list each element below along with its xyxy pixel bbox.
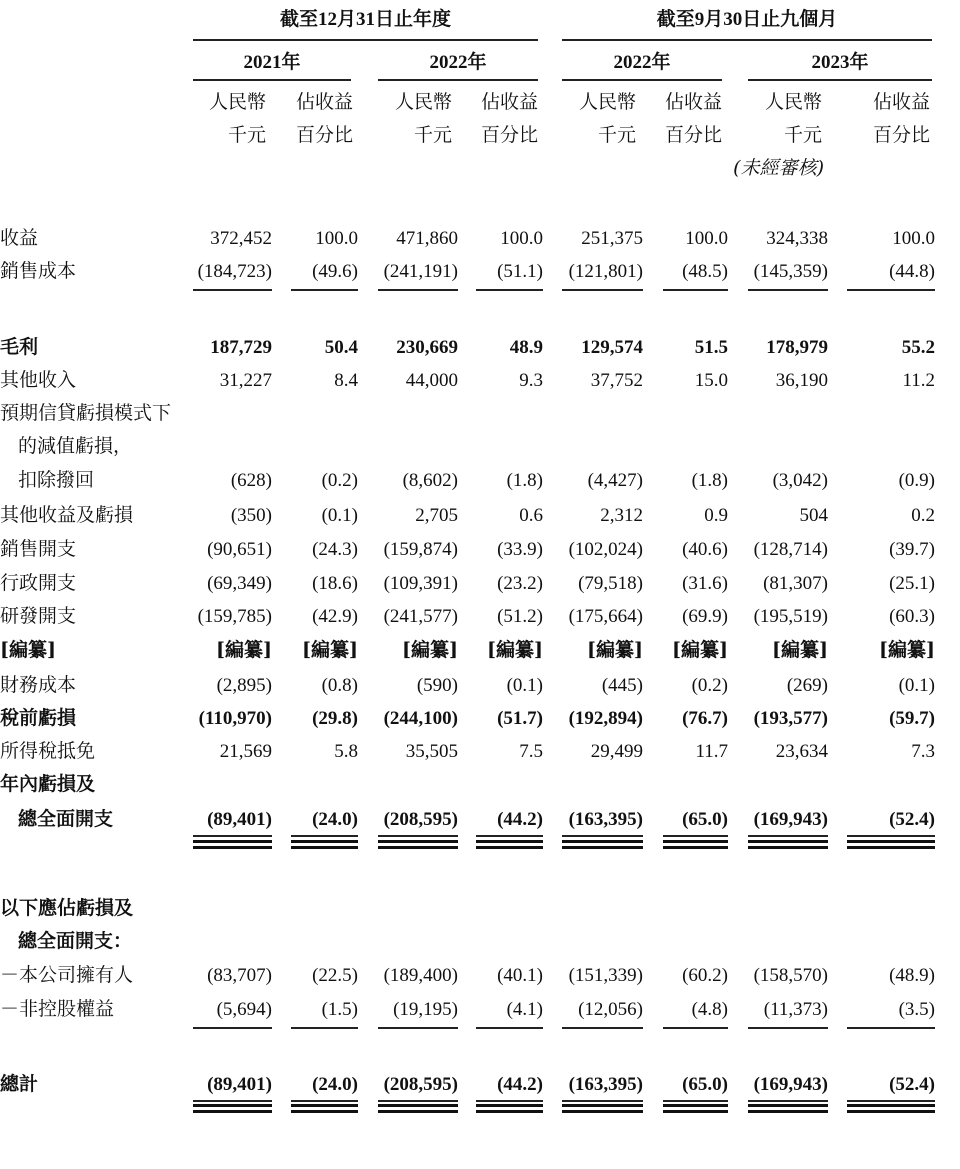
subtotal-rule: [562, 1100, 643, 1102]
table-cell: (195,519): [753, 606, 828, 627]
table-cell: (48.9): [889, 965, 935, 986]
table-cell: (4.8): [691, 999, 728, 1020]
table-cell: 7.3: [911, 741, 935, 762]
table-cell: 37,752: [590, 370, 643, 391]
table-cell: (89,401): [207, 809, 272, 830]
row-label: 所得稅抵免: [0, 740, 96, 762]
subtotal-rule: [847, 1027, 935, 1029]
year-rule: [748, 79, 932, 81]
subtotal-rule: [663, 1027, 728, 1029]
col-header-pct-revenue: 佔收益: [480, 91, 538, 113]
table-cell: (40.1): [497, 965, 543, 986]
col-header-pct-revenue: 佔收益: [872, 91, 930, 113]
table-cell: 35,505: [405, 741, 458, 762]
header-group-nine-months: 截至9月30日止九個月: [656, 9, 838, 30]
table-cell: (24.0): [312, 1074, 358, 1095]
header-rule: [562, 39, 932, 41]
year-2022-annual: 2022年: [429, 52, 487, 73]
table-cell: (208,595): [383, 1074, 458, 1095]
year-2023-interim: 2023年: [811, 52, 869, 73]
table-cell: (52.4): [889, 1074, 935, 1095]
subtotal-rule: [378, 289, 458, 291]
row-label: 稅前虧損: [0, 707, 77, 729]
table-cell: (60.3): [889, 606, 935, 627]
table-cell: (590): [416, 675, 458, 696]
table-cell: (208,595): [383, 809, 458, 830]
total-double-rule: [847, 840, 935, 849]
table-cell: (445): [601, 675, 643, 696]
table-cell: (59.7): [889, 708, 935, 729]
table-cell: 23,634: [775, 741, 828, 762]
total-double-rule: [476, 840, 543, 849]
col-header-pct-revenue: 佔收益: [664, 91, 722, 113]
table-cell: [編纂]: [487, 639, 543, 661]
table-cell: (8,602): [402, 470, 458, 491]
row-label: 年內虧損及: [0, 773, 96, 795]
col-header-rmb: 人民幣: [394, 91, 452, 113]
table-cell: (40.6): [682, 539, 728, 560]
subtotal-rule: [378, 835, 458, 837]
table-cell: 100.0: [500, 228, 543, 249]
table-cell: (109,391): [383, 573, 458, 594]
table-cell: (151,339): [568, 965, 643, 986]
row-label: 銷售成本: [0, 260, 77, 282]
table-cell: [編纂]: [216, 639, 272, 661]
subtotal-rule: [847, 289, 935, 291]
table-cell: (83,707): [207, 965, 272, 986]
table-cell: 21,569: [219, 741, 272, 762]
row-label: 毛利: [0, 336, 39, 358]
row-label: 其他收入: [0, 369, 77, 391]
row-label: 收益: [0, 227, 39, 249]
table-cell: 2,312: [600, 505, 643, 526]
table-cell: (159,874): [383, 539, 458, 560]
row-label: 行政開支: [0, 572, 77, 594]
total-double-rule: [193, 1104, 272, 1113]
table-cell: (193,577): [753, 708, 828, 729]
row-label: 研發開支: [0, 605, 77, 627]
table-cell: (0.1): [321, 505, 358, 526]
table-cell: 11.7: [695, 741, 728, 762]
table-cell: (110,970): [198, 708, 272, 729]
table-cell: 100.0: [892, 228, 935, 249]
table-cell: (4,427): [587, 470, 643, 491]
table-cell: (192,894): [568, 708, 643, 729]
table-cell: (51.2): [497, 606, 543, 627]
subtotal-rule: [193, 835, 272, 837]
year-2022-interim: 2022年: [613, 52, 671, 73]
subtotal-rule: [291, 835, 358, 837]
table-cell: (1.8): [691, 470, 728, 491]
subtotal-rule: [748, 835, 828, 837]
table-cell: (12,056): [578, 999, 643, 1020]
row-label: 其他收益及虧損: [0, 504, 134, 526]
table-cell: (269): [786, 675, 828, 696]
table-cell: (76.7): [682, 708, 728, 729]
table-cell: (51.7): [497, 708, 543, 729]
table-cell: (244,100): [383, 708, 458, 729]
subtotal-rule: [476, 1027, 543, 1029]
table-cell: (169,943): [753, 1074, 828, 1095]
subtotal-rule: [193, 1027, 272, 1029]
col-header-rmb: 人民幣: [578, 91, 636, 113]
table-cell: (25.1): [889, 573, 935, 594]
subtotal-rule: [476, 289, 543, 291]
table-cell: 178,979: [766, 337, 828, 358]
table-cell: 9.3: [519, 370, 543, 391]
table-cell: (29.8): [312, 708, 358, 729]
table-cell: 100.0: [315, 228, 358, 249]
table-cell: (52.4): [889, 809, 935, 830]
table-cell: (1.8): [506, 470, 543, 491]
table-cell: (49.6): [312, 261, 358, 282]
subtotal-rule: [663, 289, 728, 291]
table-cell: (42.9): [312, 606, 358, 627]
table-cell: 129,574: [581, 337, 643, 358]
total-double-rule: [291, 840, 358, 849]
table-cell: 29,499: [590, 741, 643, 762]
table-cell: (18.6): [312, 573, 358, 594]
subtotal-rule: [748, 289, 828, 291]
table-cell: (241,191): [383, 261, 458, 282]
table-cell: (81,307): [763, 573, 828, 594]
table-cell: (3,042): [772, 470, 828, 491]
table-cell: 230,669: [396, 337, 458, 358]
header-rule: [193, 39, 538, 41]
col-header-thousand: 千元: [413, 124, 452, 146]
table-cell: (241,577): [383, 606, 458, 627]
year-rule: [562, 79, 722, 81]
table-cell: (11,373): [763, 999, 828, 1020]
total-double-rule: [378, 1104, 458, 1113]
subtotal-rule: [562, 289, 643, 291]
table-cell: (23.2): [497, 573, 543, 594]
total-double-rule: [562, 840, 643, 849]
table-cell: 48.9: [509, 337, 543, 358]
subtotal-rule: [476, 1100, 543, 1102]
table-cell: (69.9): [682, 606, 728, 627]
table-cell: 44,000: [405, 370, 458, 391]
row-label: 財務成本: [0, 674, 77, 696]
total-double-rule: [847, 1104, 935, 1113]
table-cell: 504: [799, 505, 828, 526]
table-cell: (90,651): [207, 539, 272, 560]
total-double-rule: [476, 1104, 543, 1113]
table-cell: 2,705: [415, 505, 458, 526]
subtotal-rule: [193, 289, 272, 291]
total-double-rule: [748, 1104, 828, 1113]
table-cell: 0.9: [704, 505, 728, 526]
table-cell: (189,400): [383, 965, 458, 986]
table-cell: (65.0): [682, 1074, 728, 1095]
table-cell: 15.0: [694, 370, 728, 391]
subtotal-rule: [476, 835, 543, 837]
table-cell: (0.2): [691, 675, 728, 696]
subtotal-rule: [663, 1100, 728, 1102]
table-cell: (121,801): [568, 261, 643, 282]
col-header-percent: 百分比: [295, 124, 353, 146]
table-cell: (19,195): [393, 999, 458, 1020]
table-cell: [編纂]: [772, 639, 828, 661]
table-cell: (3.5): [898, 999, 935, 1020]
row-label: 總計: [0, 1073, 39, 1095]
table-cell: (69,349): [207, 573, 272, 594]
col-header-thousand: 千元: [227, 124, 266, 146]
table-cell: 11.2: [902, 370, 935, 391]
col-header-pct-revenue: 佔收益: [295, 91, 353, 113]
table-cell: 251,375: [581, 228, 643, 249]
total-double-rule: [663, 840, 728, 849]
table-cell: [編纂]: [402, 639, 458, 661]
table-cell: (0.8): [321, 675, 358, 696]
table-cell: (163,395): [568, 1074, 643, 1095]
col-header-rmb: 人民幣: [208, 91, 266, 113]
table-cell: [編纂]: [879, 639, 935, 661]
table-cell: (44.2): [497, 1074, 543, 1095]
table-cell: (350): [230, 505, 272, 526]
table-cell: (33.9): [497, 539, 543, 560]
table-cell: 7.5: [519, 741, 543, 762]
total-double-rule: [193, 840, 272, 849]
row-label: 總全面開支：: [18, 930, 133, 952]
table-cell: (163,395): [568, 809, 643, 830]
table-cell: (48.5): [682, 261, 728, 282]
table-cell: (159,785): [197, 606, 272, 627]
subtotal-rule: [291, 1027, 358, 1029]
table-cell: 5.8: [334, 741, 358, 762]
table-cell: [編纂]: [672, 639, 728, 661]
total-double-rule: [562, 1104, 643, 1113]
subtotal-rule: [378, 1027, 458, 1029]
row-label: －非控股權益: [0, 998, 115, 1020]
subtotal-rule: [378, 1100, 458, 1102]
table-cell: (44.2): [497, 809, 543, 830]
table-cell: 55.2: [901, 337, 935, 358]
total-double-rule: [663, 1104, 728, 1113]
table-cell: (169,943): [753, 809, 828, 830]
table-cell: 0.6: [519, 505, 543, 526]
subtotal-rule: [291, 289, 358, 291]
col-header-rmb: 人民幣: [764, 91, 822, 113]
subtotal-rule: [748, 1027, 828, 1029]
table-cell: 51.5: [694, 337, 728, 358]
table-cell: (128,714): [753, 539, 828, 560]
table-cell: (39.7): [889, 539, 935, 560]
table-cell: 0.2: [911, 505, 935, 526]
row-label: －本公司擁有人: [0, 964, 134, 986]
row-label: 扣除撥回: [18, 469, 95, 491]
table-cell: (44.8): [889, 261, 935, 282]
table-cell: (0.2): [321, 470, 358, 491]
table-cell: 471,860: [396, 228, 458, 249]
unaudited-note: (未經審核): [733, 157, 824, 179]
table-cell: (24.0): [312, 809, 358, 830]
col-header-thousand: 千元: [597, 124, 636, 146]
subtotal-rule: [291, 1100, 358, 1102]
header-group-year-end: 截至12月31日止年度: [279, 9, 451, 30]
table-cell: (24.3): [312, 539, 358, 560]
year-2021: 2021年: [243, 52, 301, 73]
table-cell: (0.9): [898, 470, 935, 491]
table-cell: 50.4: [324, 337, 358, 358]
table-cell: 36,190: [775, 370, 828, 391]
table-cell: (102,024): [568, 539, 643, 560]
year-rule: [378, 79, 538, 81]
table-cell: (60.2): [682, 965, 728, 986]
subtotal-rule: [663, 835, 728, 837]
table-cell: 187,729: [210, 337, 272, 358]
table-cell: (145,359): [753, 261, 828, 282]
table-cell: (0.1): [898, 675, 935, 696]
table-cell: (158,570): [753, 965, 828, 986]
row-label: 預期信貸虧損模式下: [0, 402, 172, 424]
table-cell: 324,338: [766, 228, 828, 249]
table-cell: (22.5): [312, 965, 358, 986]
table-cell: 372,452: [210, 228, 272, 249]
table-cell: (175,664): [568, 606, 643, 627]
table-cell: (51.1): [497, 261, 543, 282]
subtotal-rule: [847, 835, 935, 837]
row-label: 銷售開支: [0, 538, 77, 560]
table-cell: 31,227: [219, 370, 272, 391]
col-header-percent: 百分比: [480, 124, 538, 146]
subtotal-rule: [748, 1100, 828, 1102]
table-cell: (2,895): [216, 675, 272, 696]
total-double-rule: [291, 1104, 358, 1113]
table-cell: [編纂]: [302, 639, 358, 661]
table-cell: (79,518): [578, 573, 643, 594]
subtotal-rule: [193, 1100, 272, 1102]
year-rule: [193, 79, 351, 81]
table-cell: (4.1): [506, 999, 543, 1020]
total-double-rule: [748, 840, 828, 849]
row-label: 以下應佔虧損及: [0, 897, 134, 919]
table-cell: (628): [230, 470, 272, 491]
table-cell: (184,723): [197, 261, 272, 282]
subtotal-rule: [562, 1027, 643, 1029]
table-cell: (0.1): [506, 675, 543, 696]
table-cell: 100.0: [685, 228, 728, 249]
subtotal-rule: [562, 835, 643, 837]
col-header-percent: 百分比: [664, 124, 722, 146]
row-label: 的減值虧損，: [18, 435, 133, 457]
table-cell: [編纂]: [587, 639, 643, 661]
subtotal-rule: [847, 1100, 935, 1102]
table-cell: (5,694): [216, 999, 272, 1020]
table-cell: (65.0): [682, 809, 728, 830]
table-cell: (89,401): [207, 1074, 272, 1095]
table-cell: (1.5): [321, 999, 358, 1020]
col-header-thousand: 千元: [783, 124, 822, 146]
row-label: [編纂]: [0, 639, 56, 661]
table-cell: 8.4: [334, 370, 358, 391]
row-label: 總全面開支: [18, 808, 114, 830]
total-double-rule: [378, 840, 458, 849]
table-cell: (31.6): [682, 573, 728, 594]
col-header-percent: 百分比: [872, 124, 930, 146]
